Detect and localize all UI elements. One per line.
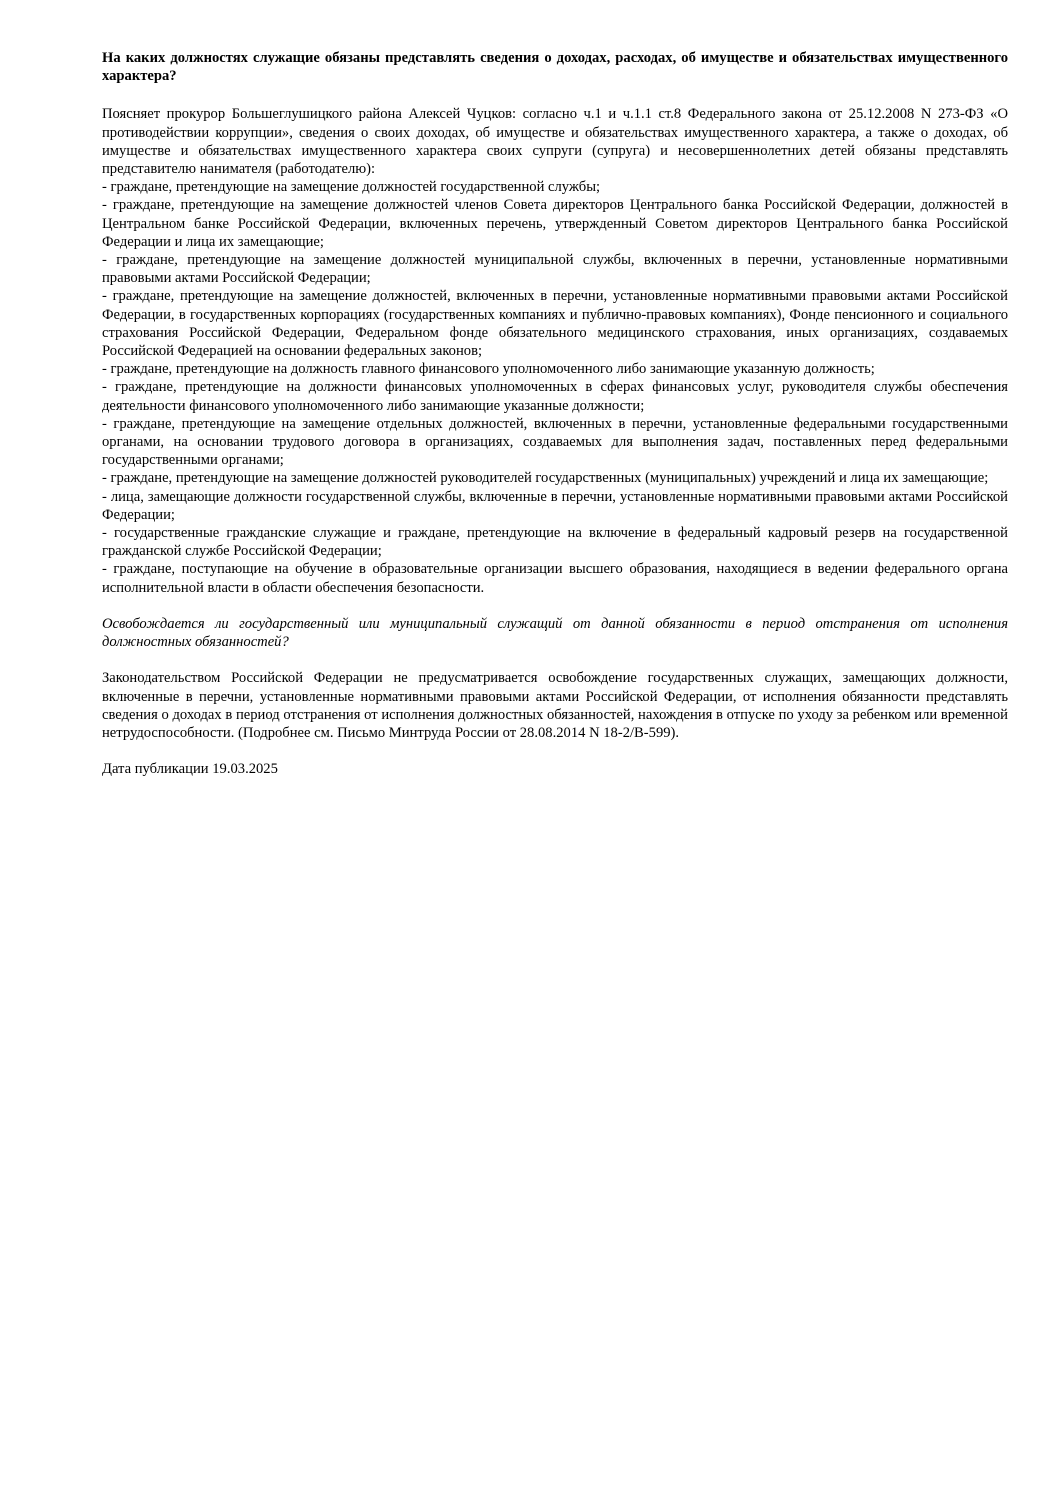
list-item: - граждане, претендующие на замещение должностей муниципальной службы, включенных в перечни, установленные нормативными правовыми актами Российской Федерации; [102,252,1008,287]
list-item: - граждане, поступающие на обучение в образовательные организации высшего образования, находящиеся в ведении федерального органа исполнительной власти в области обеспечения безопасности. [102,561,1008,596]
list-item: - государственные гражданские служащие и граждане, претендующие на включение в федеральный кадровый резерв на государственной гражданской службе Российской Федерации; [102,525,1008,560]
list-item: - граждане, претендующие на замещение должностей, включенных в перечни, установленные нормативными правовыми актами Российской Федерации, в государственных корпорациях (государственных компаниях и публично-правовых компаниях), Фонде пенсионного и социального страхования Российской Федерации, Федеральном фонде обязательного медицинского страхования, иных организациях, создаваемых Российской Федерацией на основании федеральных законов; [102,288,1008,360]
answer-paragraph: Законодательством Российской Федерации не предусматривается освобождение государственных служащих, замещающих должности, включенные в перечни, установленные нормативными правовыми актами Российской Федерации, от исполнения обязанности представлять сведения о доходах в период отстранения от исполнения должностных обязанностей, нахождения в отпуске по уходу за ребенком или временной нетрудоспособности. (Подробнее см. Письмо Минтруда России от 28.08.2014 N 18-2/В-599). [102,670,1008,741]
intro-paragraph: Поясняет прокурор Большеглушицкого района Алексей Чуцков: согласно ч.1 и ч.1.1 ст.8 Федерального закона от 25.12.2008 N 273-ФЗ «О противодействии коррупции», сведения о своих доходах, об имуществе и обязательствах имущественного характера, а также о доходах, об имуществе и обязательствах имущественного характера своих супруги (супруга) и несовершеннолетних детей обязаны представлять представителю нанимателя (работодателю): [102,106,1008,178]
list-item: - граждане, претендующие на замещение должностей государственной службы; [102,179,601,196]
question-paragraph: Освобождается ли государственный или муниципальный служащий от данной обязанности в период отстранения от исполнения должностных обязанностей? [102,615,1008,651]
document-title: На каких должностях служащие обязаны представлять сведения о доходах, расходах, об имуществе и обязательствах имущественного характера? [102,50,1008,85]
positions-list [102,178,1008,597]
list-item: - граждане, претендующие на замещение должностей руководителей государственных (муниципальных) учреждений и лица их замещающие; [102,470,989,487]
publication-date: Дата публикации 19.03.2025 [102,761,278,778]
list-item: - граждане, претендующие на замещение отдельных должностей, включенных в перечни, установленные федеральными государственными органами, на основании трудового договора в организациях, создаваемых для выполнения задач, поставленных перед федеральными государственными органами; [102,415,1008,469]
list-item: - граждане, претендующие на должность главного финансового уполномоченного либо занимающие указанную должность; [102,361,875,378]
list-item: - лица, замещающие должности государственной службы, включенные в перечни, установленные нормативными правовыми актами Российской Федерации; [102,488,1008,523]
document-page [102,49,1008,778]
list-item: - граждане, претендующие на должности финансовых уполномоченных в сферах финансовых услуг, руководителя службы обеспечения деятельности финансового уполномоченного либо занимающие указанные должности; [102,379,1008,414]
list-item: - граждане, претендующие на замещение должностей членов Совета директоров Центрального банка Российской Федерации, должностей в Центральном банке Российской Федерации, включенных перечень, утвержденный Советом директоров Центрального банка Российской Федерации и лица их замещающие; [102,197,1008,250]
